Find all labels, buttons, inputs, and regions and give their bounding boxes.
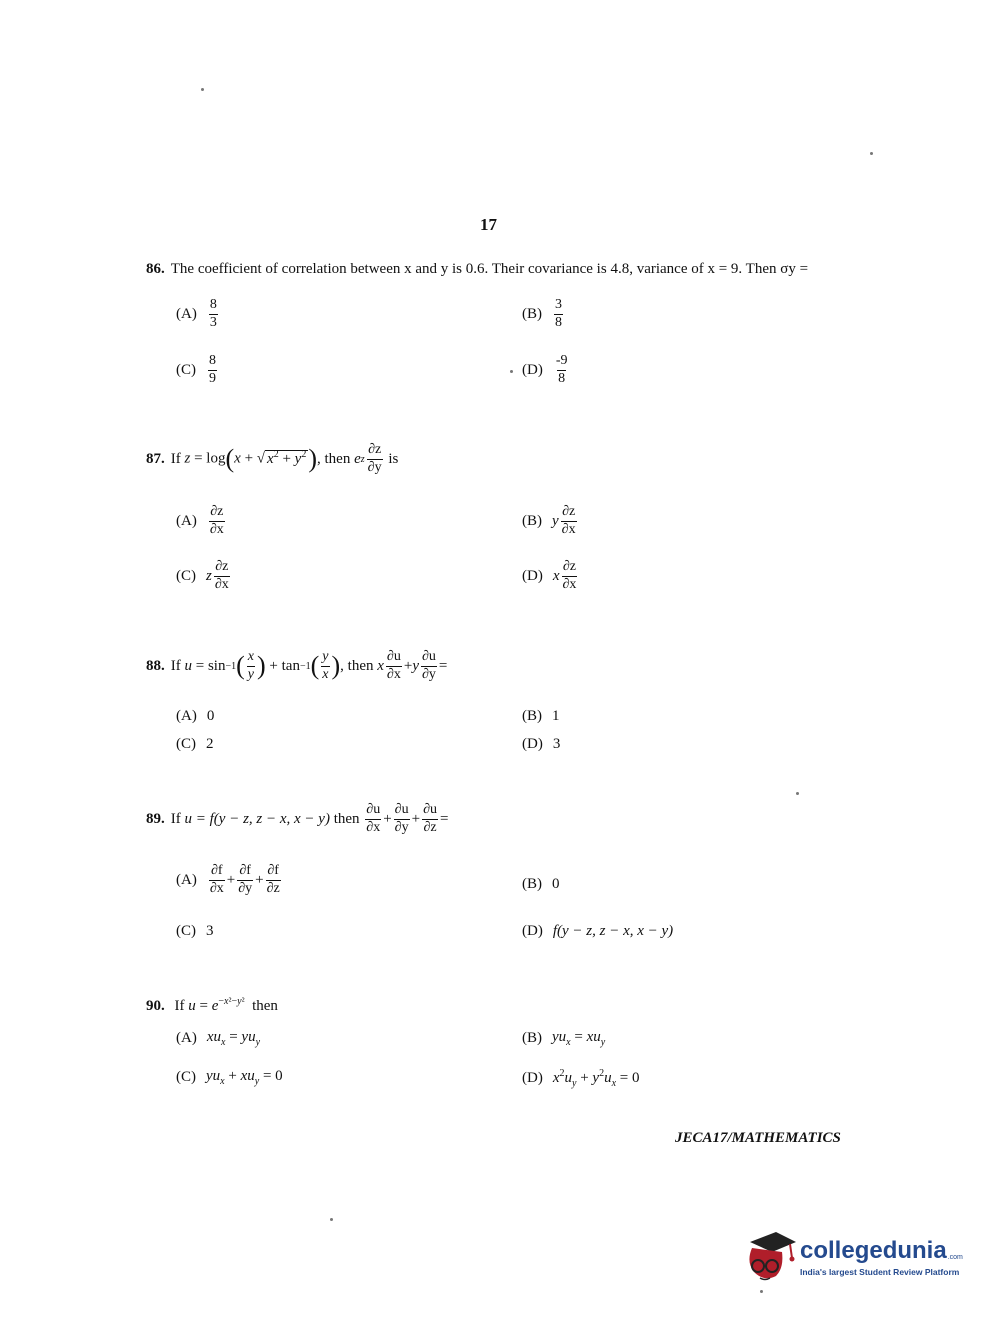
question-text: The coefficient of correlation between x and y is 0.6. Their covariance is 4.8, variance of x = 9. Then σy = <box>170 261 809 277</box>
scan-speck <box>201 88 204 91</box>
question-89: 89. If u = f(y − z, z − x, x − y) then $\frac{\partial u}{\partial x}$ + $\frac{\partial u}{\partial y}$ + $\frac{\partial u}{\partial z}$ = <box>146 802 449 835</box>
q87-option-a[interactable]: (A) $\frac{\partial z}{\partial x}$ <box>176 504 224 537</box>
q86-option-c[interactable]: (C) $\frac{8}{9}$ <box>176 353 216 386</box>
q88-option-b[interactable]: (B) 1 <box>522 708 560 724</box>
collegedunia-logo[interactable] <box>742 1228 963 1286</box>
question-90: 90. If $u = e^{-x^2-y^2}$ then <box>146 996 278 1014</box>
equation: x $\frac{\partial u}{\partial x}$ + y $\frac{\partial u}{\partial y}$ = <box>377 649 448 682</box>
equation: u = sin −1 ( $\frac{x}{y}$ ) + tan −1 ( $\frac{y}{x}$ ) <box>184 649 341 682</box>
scan-speck <box>760 1290 763 1293</box>
question-number: 90. <box>146 998 165 1014</box>
scan-speck <box>510 370 513 373</box>
scan-speck <box>330 1218 333 1221</box>
question-number: 89. <box>146 810 165 827</box>
q86-option-b[interactable]: (B) $\frac{3}{8}$ <box>522 297 562 330</box>
mascot-icon <box>742 1228 798 1286</box>
q89-option-d[interactable]: (D) f(y − z, z − x, x − y) <box>522 923 674 939</box>
q88-option-a[interactable]: (A) 0 <box>176 708 215 724</box>
q89-option-a[interactable]: (A) $\frac{\partial f}{\partial x}$ + $\frac{\partial f}{\partial y}$ + $\frac{\partial f}{\partial z}$ <box>176 864 283 896</box>
question-87: 87. If z = log(x + √ $x^2 + y^2$) , then e z $\frac{\partial z}{\partial y}$ is <box>146 442 399 475</box>
fraction: $\frac{\partial z}{\partial x}$ <box>209 504 224 537</box>
q90-option-d[interactable]: (D) $x^2u_y + y^2u_x = 0$ <box>522 1068 640 1089</box>
q88-option-d[interactable]: (D) 3 <box>522 736 561 752</box>
q86-option-a[interactable]: (A) $\frac{8}{3}$ <box>176 297 217 330</box>
q87-option-c[interactable]: (C) z $\frac{\partial z}{\partial x}$ <box>176 559 229 592</box>
q89-option-c[interactable]: (C) 3 <box>176 923 214 939</box>
logo-com: .com <box>947 1254 963 1261</box>
q86-option-d[interactable]: (D) $\frac{-9}{8}$ <box>522 353 568 386</box>
fraction: $\frac{\partial z}{\partial x}$ <box>562 559 577 592</box>
q90-option-b[interactable]: (B) $yu_x = xu_y$ <box>522 1029 606 1048</box>
fraction: $\frac{8}{3}$ <box>209 297 217 330</box>
q87-option-b[interactable]: (B) y $\frac{\partial z}{\partial x}$ <box>522 504 576 537</box>
fraction: $\frac{\partial z}{\partial x}$ <box>214 559 229 592</box>
fraction: $\frac{3}{8}$ <box>555 297 562 330</box>
question-number: 88. <box>146 657 165 674</box>
logo-name: collegedunia <box>800 1237 947 1264</box>
question-number: 86. <box>146 261 165 277</box>
question-88: 88. If u = sin −1 ( $\frac{x}{y}$ ) + tan −1 ( $\frac{y}{x}$ ) , then x $\frac{\partial u}{\partial x}$ + y $\frac{\partial u}{\partial y}$ = <box>146 649 448 682</box>
page-number: 17 <box>480 215 497 234</box>
logo-tagline: India's largest Student Review Platform <box>800 1267 960 1277</box>
fraction: $\frac{\partial z}{\partial x}$ <box>561 504 576 537</box>
equation: $\frac{\partial u}{\partial x}$ + $\frac{\partial u}{\partial y}$ + $\frac{\partial u}{\partial z}$ = <box>366 802 449 835</box>
q87-option-d[interactable]: (D) x $\frac{\partial z}{\partial x}$ <box>522 559 577 592</box>
fraction: $\frac{\partial z}{\partial y}$ <box>367 442 382 475</box>
equation: $x^2u_y + y^2u_x = 0$ <box>552 1068 640 1089</box>
q90-option-a[interactable]: (A) $xu_x = yu_y$ <box>176 1029 261 1048</box>
equation: $xu_x = yu_y$ <box>206 1029 261 1048</box>
question-number: 87. <box>146 450 165 467</box>
scan-speck <box>870 152 873 155</box>
question-86 <box>146 261 808 278</box>
equation: $\frac{\partial f}{\partial x}$ + $\frac{\partial f}{\partial y}$ + $\frac{\partial f}{\partial z}$ <box>209 863 280 896</box>
fraction: $\frac{8}{9}$ <box>209 353 216 386</box>
equation: z = log(x + √ $x^2 + y^2$) <box>184 444 318 474</box>
q88-option-c[interactable]: (C) 2 <box>176 736 214 752</box>
q90-option-c[interactable]: (C) $yu_x + xu_y = 0$ <box>176 1068 283 1087</box>
equation: $yu_x + xu_y = 0$ <box>206 1068 283 1087</box>
scan-speck <box>796 792 799 795</box>
equation: $u = e^{-x^2-y^2}$ <box>188 996 245 1014</box>
equation: $yu_x = xu_y$ <box>552 1029 606 1048</box>
fraction: $\frac{-9}{8}$ <box>555 353 568 386</box>
equation: u = f(y − z, z − x, x − y) <box>184 810 330 827</box>
q89-option-b[interactable]: (B) 0 <box>522 876 560 892</box>
footer-code: JECA17/MATHEMATICS <box>675 1130 841 1146</box>
